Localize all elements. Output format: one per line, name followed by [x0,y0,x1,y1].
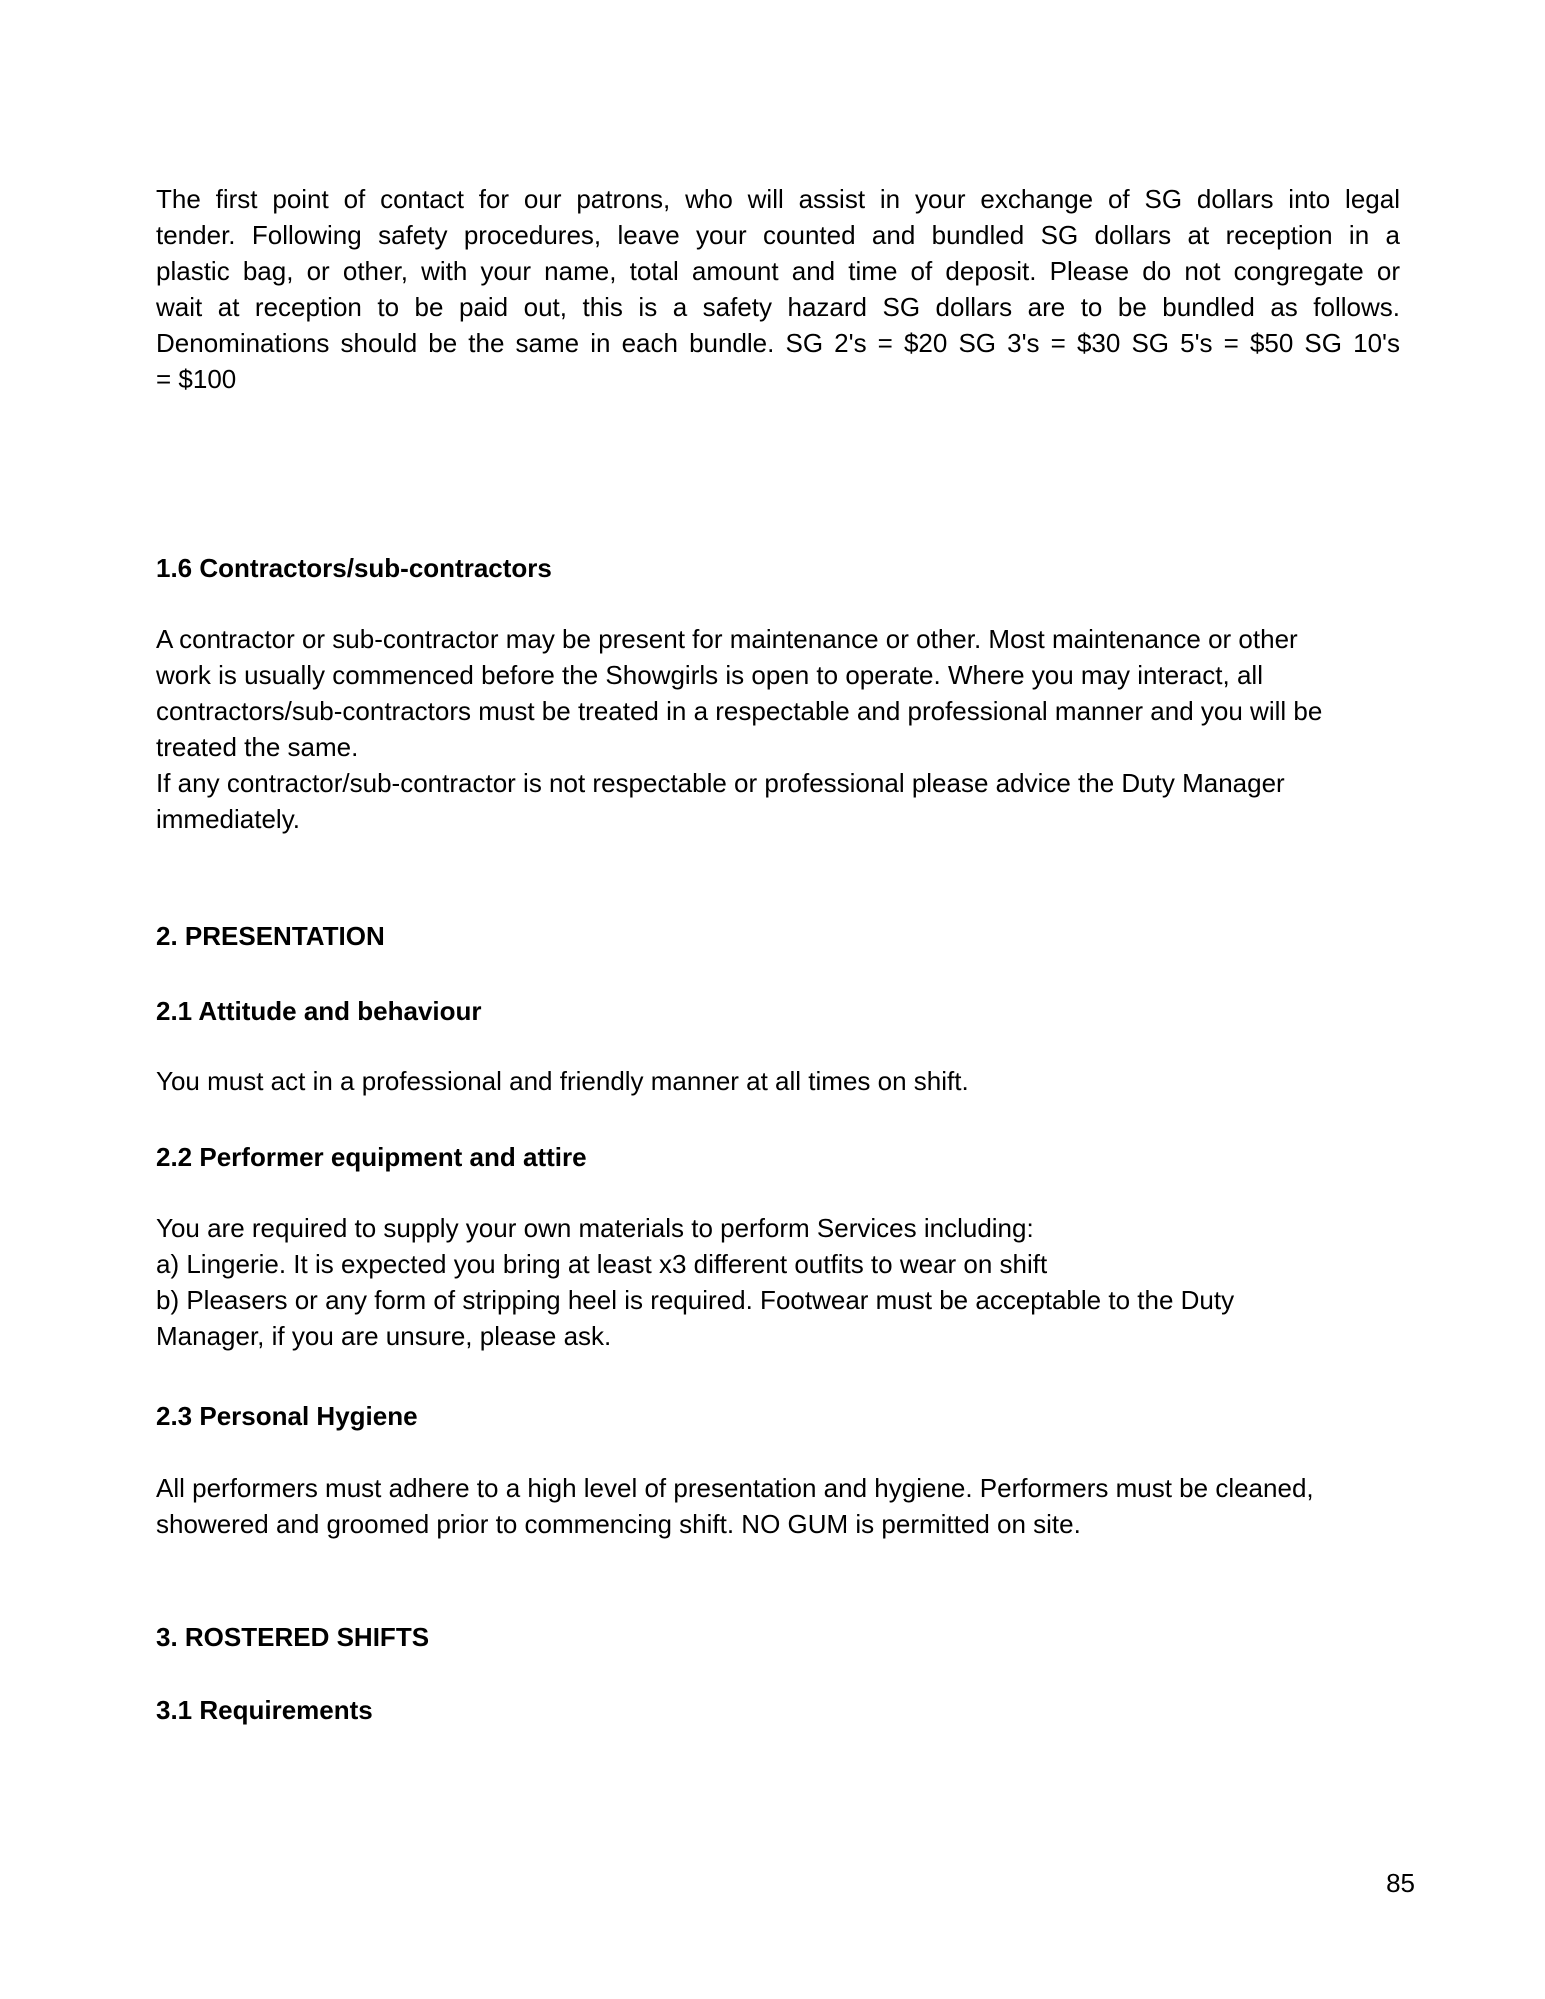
text-line: b) Pleasers or any form of stripping heel is required. Footwear must be acceptable to the Duty [156,1285,1235,1315]
text-line: All performers must adhere to a high level of presentation and hygiene. Performers must be cleaned, [156,1473,1314,1503]
text-line: work is usually commenced before the Showgirls is open to operate. Where you may interact, all [156,660,1263,690]
text-line: You must act in a professional and friendly manner at all times on shift. [156,1066,969,1096]
paragraph-attitude [156,1063,1400,1099]
heading-3-1-requirements: 3.1 Requirements [156,1695,373,1725]
text-line: plastic bag, or other, with your name, total amount and time of deposit. Please do not congregate or [156,256,1400,286]
text-line: immediately. [156,804,301,834]
text-line: You are required to supply your own materials to perform Services including: [156,1213,1034,1243]
text-line: Denominations should be the same in each bundle. SG 2's = $20 SG 3's = $30 SG 5's = $50 SG 10's [156,328,1400,358]
text-line: If any contractor/sub-contractor is not respectable or professional please advice the Duty Manager [156,768,1285,798]
paragraph-hygiene [156,1470,1400,1542]
text-line: wait at reception to be paid out, this is a safety hazard SG dollars are to be bundled as follows. [156,292,1400,322]
page-number: 85 [1386,1868,1415,1898]
paragraph-equipment [156,1210,1400,1354]
heading-2-presentation: 2. PRESENTATION [156,921,385,951]
text-line: treated the same. [156,732,359,762]
heading-3-rostered-shifts: 3. ROSTERED SHIFTS [156,1622,430,1652]
text-line: = $100 [156,364,237,394]
text-line: contractors/sub-contractors must be treated in a respectable and professional manner and you will be [156,696,1323,726]
text-line: showered and groomed prior to commencing shift. NO GUM is permitted on site. [156,1509,1081,1539]
text-line: tender. Following safety procedures, leave your counted and bundled SG dollars at reception in a [156,220,1400,250]
heading-2-3-hygiene: 2.3 Personal Hygiene [156,1401,418,1431]
text-line: A contractor or sub-contractor may be present for maintenance or other. Most maintenance or other [156,624,1298,654]
paragraph-contractors [156,621,1400,837]
text-line: The first point of contact for our patrons, who will assist in your exchange of SG dollars into legal [156,184,1400,214]
heading-2-2-equipment: 2.2 Performer equipment and attire [156,1142,587,1172]
paragraph-sg-dollars [156,181,1400,397]
text-line: Manager, if you are unsure, please ask. [156,1321,612,1351]
heading-2-1-attitude: 2.1 Attitude and behaviour [156,996,482,1026]
heading-1-6-contractors: 1.6 Contractors/sub-contractors [156,553,552,583]
text-line: a) Lingerie. It is expected you bring at least x3 different outfits to wear on shift [156,1249,1048,1279]
